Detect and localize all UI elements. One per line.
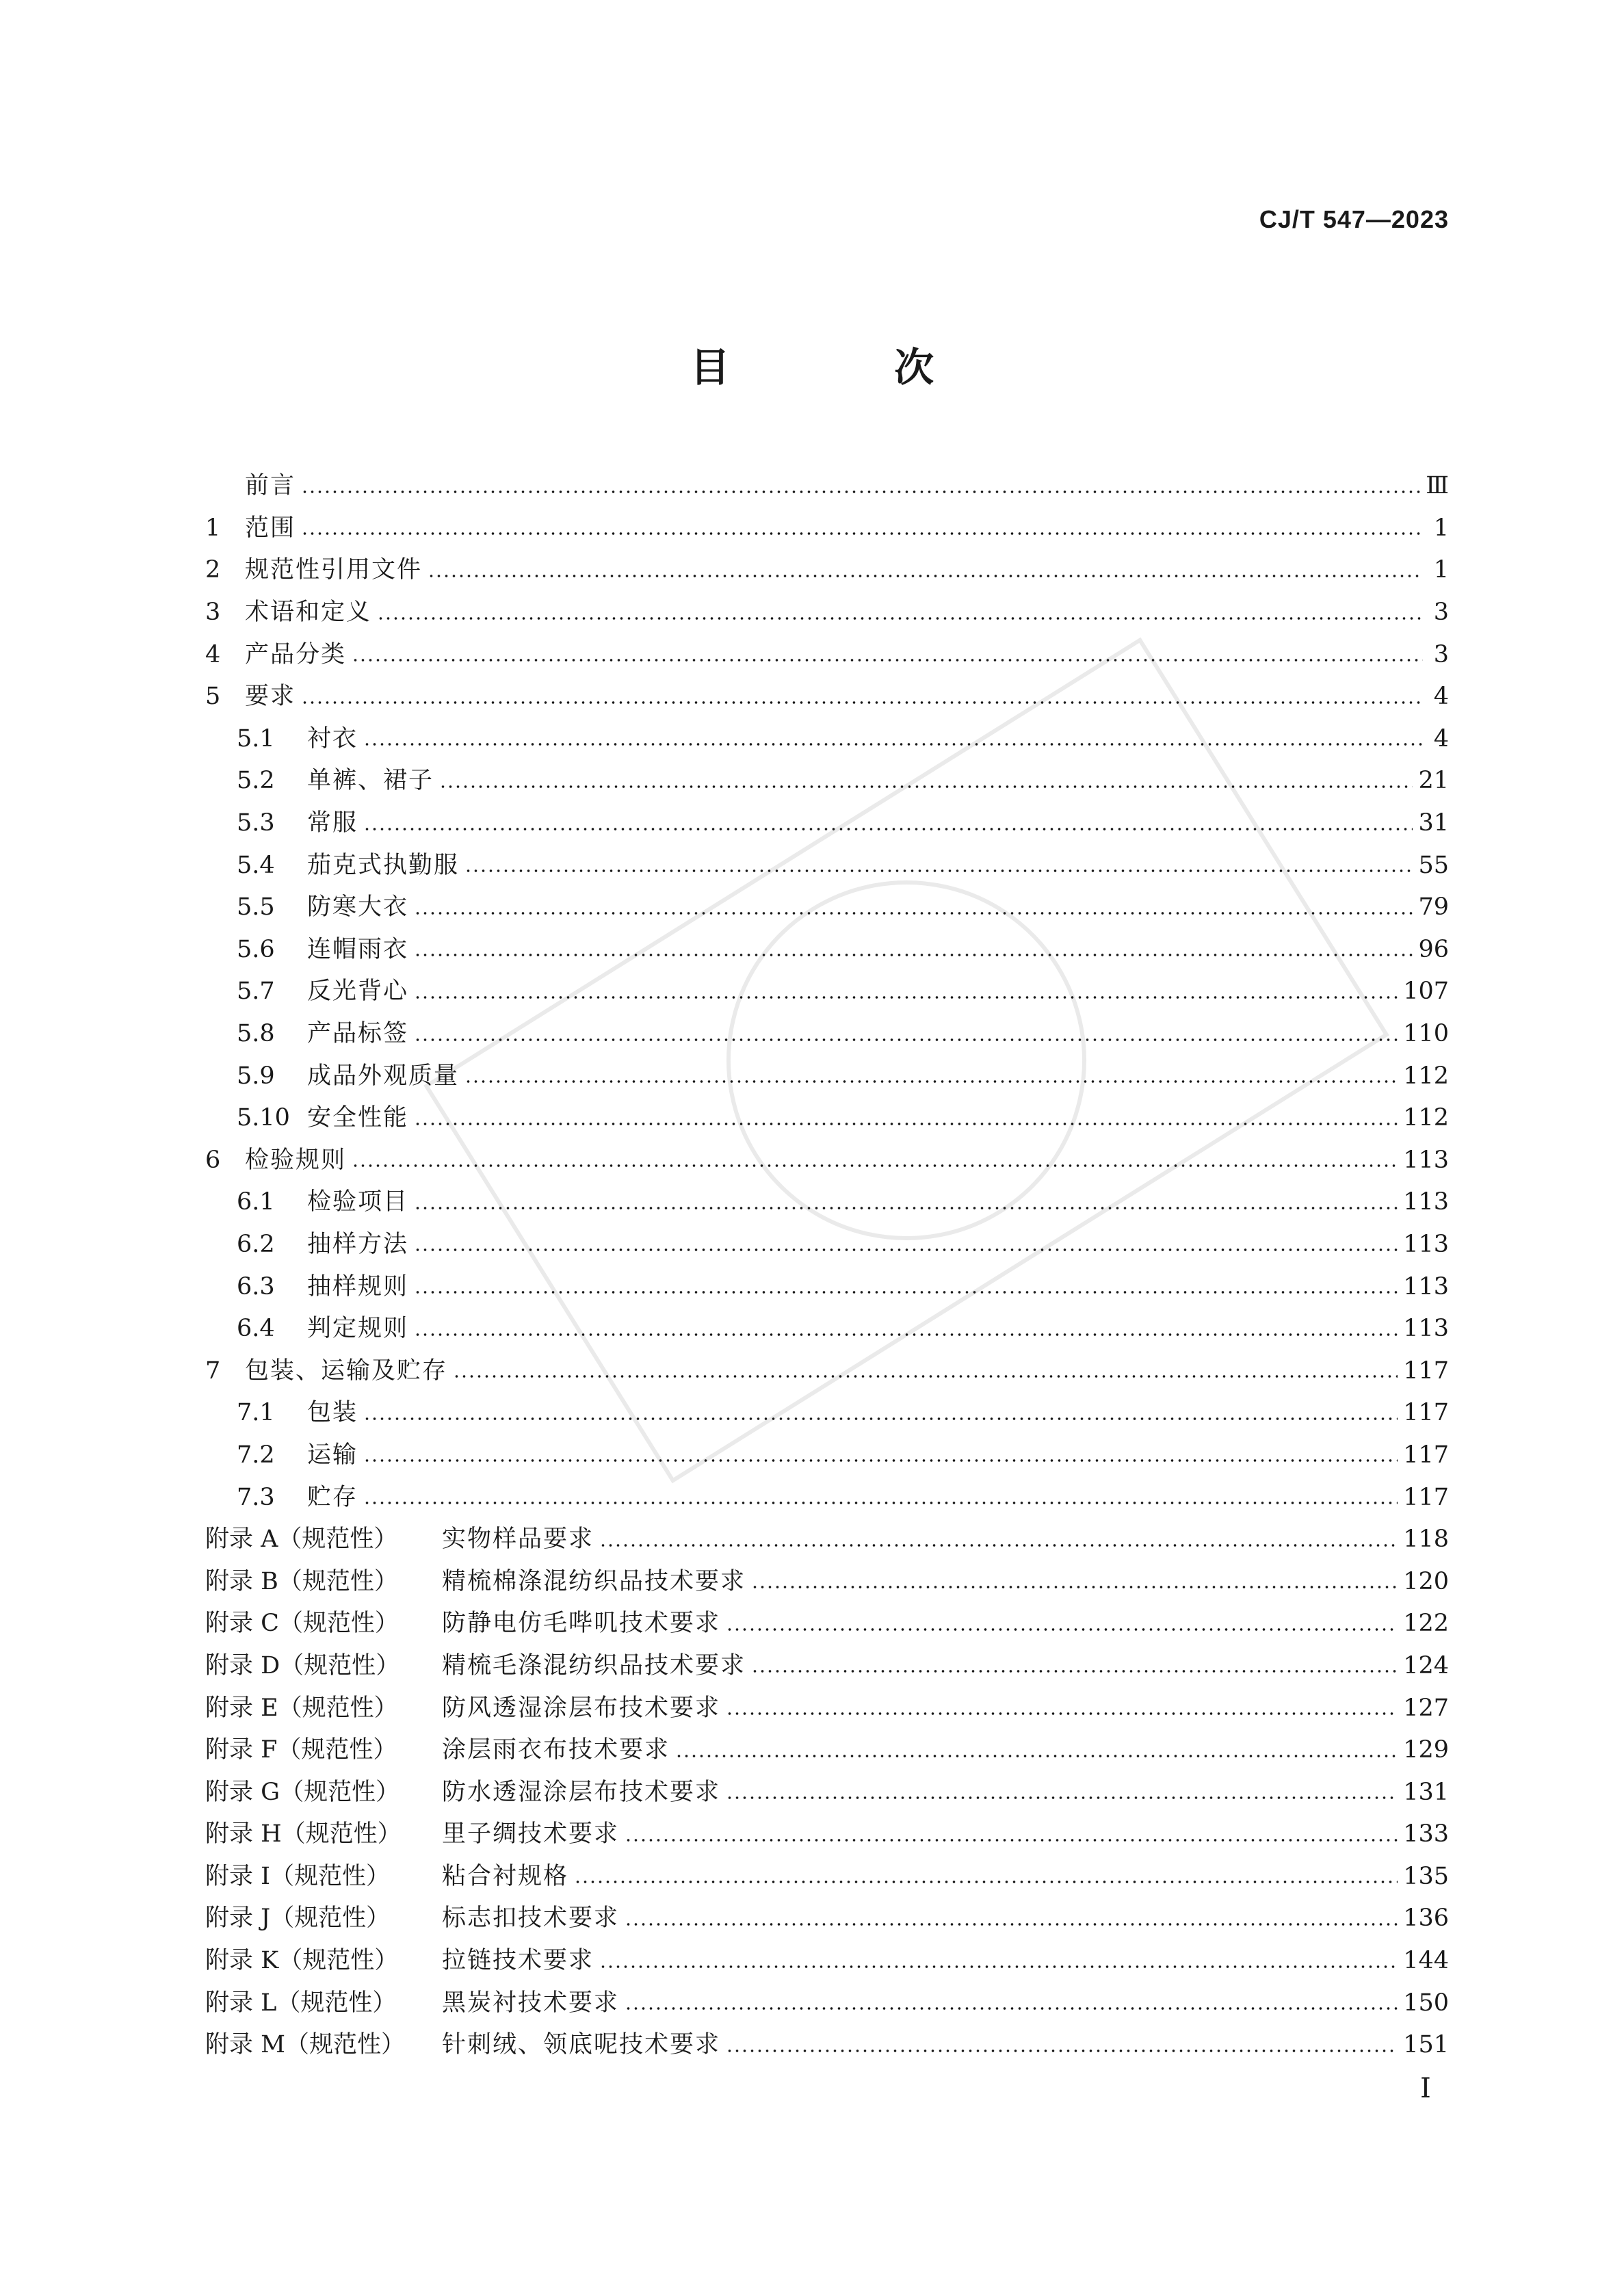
toc-entry[interactable] <box>205 549 1449 592</box>
dot-leader <box>414 1236 1398 1253</box>
toc-entry[interactable] <box>205 887 1449 929</box>
dot-leader <box>414 1110 1398 1127</box>
toc-entry-number: 5.5 <box>237 893 275 921</box>
toc-entry-page: 3 <box>1433 640 1449 668</box>
dot-leader <box>599 1532 1398 1548</box>
toc-entry[interactable] <box>205 802 1449 845</box>
toc-entry-page: 55 <box>1418 851 1449 879</box>
toc-annex-tag: 附录 J（规范性） <box>205 1904 391 1933</box>
toc-entry-page: 151 <box>1403 2031 1449 2059</box>
dot-leader <box>414 900 1413 916</box>
toc-entry-page: 112 <box>1403 1104 1449 1132</box>
toc-entry-page: 120 <box>1403 1567 1449 1595</box>
toc-entry[interactable] <box>205 1560 1449 1603</box>
toc-entry-page: 96 <box>1418 935 1449 963</box>
toc-entry-number: 6 <box>205 1146 221 1174</box>
toc-entry-label: 涂层雨衣布技术要求 <box>442 1736 670 1764</box>
dot-leader <box>574 1868 1398 1885</box>
dot-leader <box>675 1742 1398 1759</box>
toc-entry-number: 4 <box>205 640 221 668</box>
toc-entry[interactable] <box>205 1687 1449 1729</box>
toc-entry[interactable] <box>205 1350 1449 1392</box>
toc-entry-label: 单裤、裙子 <box>307 767 434 795</box>
toc-entry-label: 贮存 <box>307 1483 358 1511</box>
toc-entry-label: 包装、运输及贮存 <box>245 1357 448 1385</box>
toc-entry-number: 7.2 <box>237 1441 275 1469</box>
toc-entry-label: 判定规则 <box>307 1315 409 1343</box>
dot-leader <box>363 1489 1398 1506</box>
dot-leader <box>464 1068 1398 1084</box>
toc-entry[interactable] <box>205 844 1449 887</box>
dot-leader <box>414 1279 1398 1295</box>
toc-annex-tag: 附录 C（规范性） <box>205 1610 399 1638</box>
dot-leader <box>625 1827 1398 1843</box>
toc-entry-number: 5.7 <box>237 978 275 1006</box>
toc-entry-page: 144 <box>1403 1947 1449 1975</box>
toc-entry[interactable] <box>205 1266 1449 1308</box>
dot-leader <box>751 1573 1398 1590</box>
toc-entry[interactable] <box>205 1055 1449 1097</box>
toc-entry-label: 衬衣 <box>307 724 358 752</box>
toc-entry[interactable] <box>205 718 1449 761</box>
dot-leader <box>726 2037 1398 2054</box>
toc-entry-label: 反光背心 <box>307 978 409 1006</box>
toc-entry-label: 精梳毛涤混纺织品技术要求 <box>442 1651 746 1679</box>
toc-entry-page: 113 <box>1403 1272 1449 1300</box>
toc-entry[interactable] <box>205 633 1449 676</box>
toc-entry-label: 精梳棉涤混纺织品技术要求 <box>442 1567 746 1595</box>
dot-leader <box>464 857 1413 874</box>
toc-entry-page: 3 <box>1433 599 1449 627</box>
toc-entry[interactable] <box>205 1392 1449 1435</box>
dot-leader <box>301 689 1423 705</box>
toc-entry-page: 117 <box>1403 1357 1449 1385</box>
toc-entry-number: 6.1 <box>237 1188 275 1216</box>
dot-leader <box>363 815 1413 832</box>
toc-entry[interactable] <box>205 1898 1449 1940</box>
toc-entry-page: 110 <box>1403 1020 1449 1048</box>
toc-entry-page: 107 <box>1403 978 1449 1006</box>
toc-entry[interactable] <box>205 1814 1449 1856</box>
toc-entry-number: 7.1 <box>237 1399 275 1427</box>
toc-entry-label: 实物样品要求 <box>442 1526 594 1554</box>
table-of-contents <box>205 465 1449 2067</box>
dot-leader <box>625 1995 1398 2011</box>
dot-leader <box>439 773 1413 789</box>
toc-entry[interactable] <box>205 592 1449 634</box>
dot-leader <box>625 1911 1398 1927</box>
toc-entry-number: 5.4 <box>237 851 275 879</box>
toc-entry[interactable] <box>205 1181 1449 1224</box>
toc-entry[interactable] <box>205 1771 1449 1814</box>
toc-entry-label: 标志扣技术要求 <box>442 1904 620 1933</box>
dot-leader <box>363 1405 1398 1422</box>
toc-entry-label: 运输 <box>307 1441 358 1469</box>
toc-entry-number: 5.6 <box>237 935 275 963</box>
dot-leader <box>377 605 1423 621</box>
toc-annex-tag: 附录 E（规范性） <box>205 1694 398 1722</box>
toc-entry[interactable] <box>205 465 1449 508</box>
toc-entry-page: 31 <box>1418 809 1449 837</box>
dot-leader <box>414 1026 1398 1043</box>
toc-entry-label: 针刺绒、领底呢技术要求 <box>442 2031 721 2059</box>
toc-entry-label: 前言 <box>245 472 296 500</box>
toc-entry-page: 136 <box>1403 1904 1449 1933</box>
toc-entry[interactable] <box>205 1476 1449 1519</box>
toc-entry-page: 127 <box>1403 1694 1449 1722</box>
toc-entry-label: 防风透湿涂层布技术要求 <box>442 1694 721 1722</box>
dot-leader <box>414 984 1398 1000</box>
page-title: 目 次 <box>690 344 1010 391</box>
toc-entry-page: 118 <box>1403 1526 1449 1554</box>
toc-entry-label: 安全性能 <box>307 1104 409 1132</box>
toc-entry[interactable] <box>205 760 1449 802</box>
toc-annex-tag: 附录 L（规范性） <box>205 1989 397 2017</box>
toc-annex-tag: 附录 D（规范性） <box>205 1651 400 1679</box>
toc-annex-tag: 附录 I（规范性） <box>205 1862 390 1890</box>
toc-entry-page: 1 <box>1433 514 1449 542</box>
toc-entry-number: 1 <box>205 514 221 542</box>
toc-entry[interactable] <box>205 1519 1449 1561</box>
toc-entry-page: 1 <box>1433 556 1449 584</box>
toc-entry[interactable] <box>205 1603 1449 1645</box>
toc-entry-number: 6.3 <box>237 1272 275 1300</box>
toc-annex-tag: 附录 H（规范性） <box>205 1820 402 1848</box>
page-number: Ⅰ <box>1420 2073 1431 2104</box>
toc-entry-page: 117 <box>1403 1441 1449 1469</box>
toc-entry[interactable] <box>205 1982 1449 2024</box>
toc-entry-label: 连帽雨衣 <box>307 935 409 963</box>
toc-entry-page: 117 <box>1403 1399 1449 1427</box>
toc-entry-page: 124 <box>1403 1651 1449 1679</box>
dot-leader <box>726 1616 1398 1632</box>
toc-entry[interactable] <box>205 1856 1449 1898</box>
toc-entry[interactable] <box>205 676 1449 718</box>
toc-entry-page: 131 <box>1403 1778 1449 1806</box>
toc-entry-label: 里子绸技术要求 <box>442 1820 620 1848</box>
toc-entry-number: 5.8 <box>237 1020 275 1048</box>
toc-entry-label: 拉链技术要求 <box>442 1947 594 1975</box>
toc-entry-label: 防寒大衣 <box>307 893 409 921</box>
toc-entry-page: 135 <box>1403 1862 1449 1890</box>
dot-leader <box>414 1194 1398 1211</box>
toc-entry[interactable] <box>205 1645 1449 1688</box>
toc-entry-number: 7.3 <box>237 1483 275 1511</box>
toc-entry[interactable] <box>205 1435 1449 1477</box>
toc-entry-label: 抽样规则 <box>307 1272 409 1300</box>
toc-entry-number: 5.1 <box>237 724 275 752</box>
toc-entry-number: 5 <box>205 683 221 711</box>
toc-entry-label: 规范性引用文件 <box>245 556 423 584</box>
toc-entry-page: 122 <box>1403 1610 1449 1638</box>
toc-entry[interactable] <box>205 1729 1449 1772</box>
toc-entry-label: 常服 <box>307 809 358 837</box>
dot-leader <box>363 731 1423 747</box>
toc-entry-number: 2 <box>205 556 221 584</box>
toc-entry[interactable] <box>205 1940 1449 1982</box>
dot-leader <box>301 478 1420 495</box>
toc-entry-label: 粘合衬规格 <box>442 1862 569 1890</box>
toc-entry-page: 150 <box>1403 1989 1449 2017</box>
toc-entry-label: 产品标签 <box>307 1020 409 1048</box>
toc-annex-tag: 附录 M（规范性） <box>205 2031 405 2059</box>
toc-entry-number: 3 <box>205 599 221 627</box>
toc-entry-label: 检验项目 <box>307 1188 409 1216</box>
toc-entry-page: 112 <box>1403 1062 1449 1090</box>
dot-leader <box>453 1363 1398 1379</box>
toc-entry-number: 5.9 <box>237 1062 275 1090</box>
toc-annex-tag: 附录 K（规范性） <box>205 1947 399 1975</box>
toc-entry-label: 成品外观质量 <box>307 1062 460 1090</box>
toc-entry-label: 范围 <box>245 514 296 542</box>
toc-entry-page: 4 <box>1433 724 1449 752</box>
toc-entry-page: 117 <box>1403 1483 1449 1511</box>
toc-entry-label: 防水透湿涂层布技术要求 <box>442 1778 721 1806</box>
toc-entry[interactable] <box>205 1013 1449 1056</box>
toc-annex-tag: 附录 F（规范性） <box>205 1736 397 1764</box>
toc-entry[interactable] <box>205 508 1449 550</box>
toc-entry[interactable] <box>205 929 1449 971</box>
dot-leader <box>428 562 1423 579</box>
dot-leader <box>352 646 1423 663</box>
toc-annex-tag: 附录 A（规范性） <box>205 1526 398 1554</box>
toc-entry[interactable] <box>205 2024 1449 2067</box>
toc-entry[interactable] <box>205 1097 1449 1140</box>
standard-code: CJ/T 547—2023 <box>1259 205 1449 233</box>
toc-entry-page: 21 <box>1418 767 1449 795</box>
toc-entry-number: 5.2 <box>237 767 275 795</box>
toc-entry[interactable] <box>205 1224 1449 1266</box>
toc-annex-tag: 附录 G（规范性） <box>205 1778 400 1806</box>
toc-entry-number: 6.4 <box>237 1315 275 1343</box>
toc-entry-label: 抽样方法 <box>307 1230 409 1258</box>
toc-entry-number: 7 <box>205 1357 221 1385</box>
dot-leader <box>726 1700 1398 1716</box>
toc-entry-label: 防静电仿毛哔叽技术要求 <box>442 1610 721 1638</box>
toc-entry-label: 黑炭衬技术要求 <box>442 1989 620 2017</box>
toc-entry-label: 产品分类 <box>245 640 347 668</box>
dot-leader <box>301 520 1423 536</box>
dot-leader <box>599 1953 1398 1969</box>
toc-entry-page: Ⅲ <box>1426 472 1449 500</box>
toc-entry-label: 检验规则 <box>245 1146 347 1174</box>
toc-entry-label: 包装 <box>307 1399 358 1427</box>
toc-entry-page: 79 <box>1418 893 1449 921</box>
toc-entry-page: 4 <box>1433 683 1449 711</box>
toc-entry-label: 茄克式执勤服 <box>307 851 460 879</box>
dot-leader <box>751 1658 1398 1674</box>
toc-entry[interactable] <box>205 1308 1449 1350</box>
toc-entry-page: 113 <box>1403 1315 1449 1343</box>
toc-entry-page: 113 <box>1403 1230 1449 1258</box>
toc-entry-page: 113 <box>1403 1146 1449 1174</box>
toc-entry-number: 5.10 <box>237 1104 290 1132</box>
dot-leader <box>414 1321 1398 1337</box>
toc-entry-label: 术语和定义 <box>245 599 372 627</box>
dot-leader <box>414 941 1413 958</box>
dot-leader <box>726 1784 1398 1801</box>
toc-entry-page: 129 <box>1403 1736 1449 1764</box>
toc-entry-number: 5.3 <box>237 809 275 837</box>
toc-entry-page: 133 <box>1403 1820 1449 1848</box>
toc-entry-page: 113 <box>1403 1188 1449 1216</box>
dot-leader <box>352 1152 1398 1168</box>
toc-entry[interactable] <box>205 1140 1449 1182</box>
dot-leader <box>363 1447 1398 1463</box>
toc-entry[interactable] <box>205 971 1449 1013</box>
toc-entry-label: 要求 <box>245 683 296 711</box>
toc-annex-tag: 附录 B（规范性） <box>205 1567 398 1595</box>
toc-entry-number: 6.2 <box>237 1230 275 1258</box>
